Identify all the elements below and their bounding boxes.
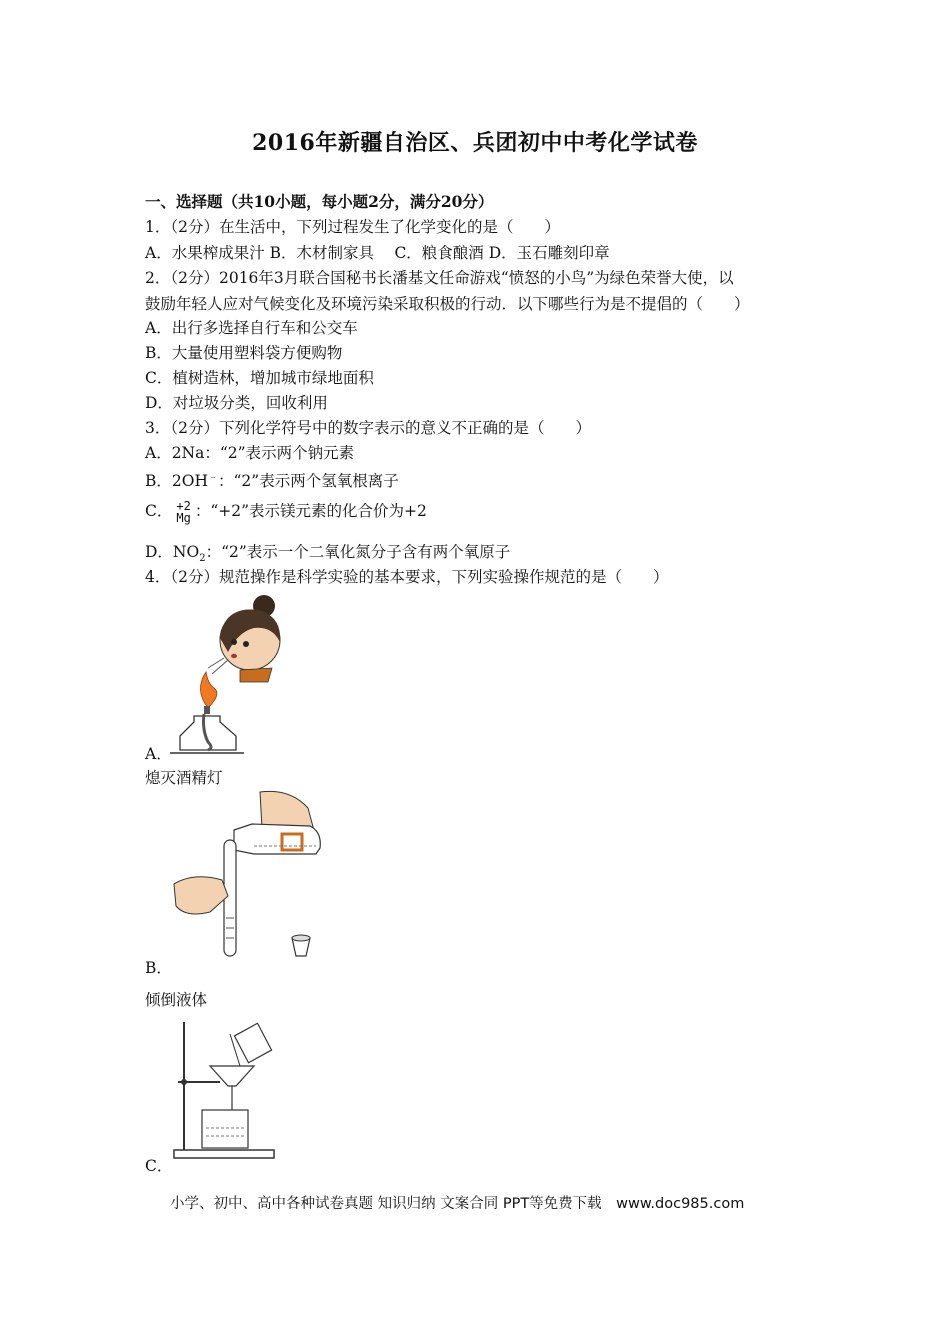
footer-note: 小学、初中、高中各种试卷真题 知识归纳 文案合同 PPT等免费下载 www.doc985.com — [170, 1196, 745, 1212]
q4-option-b-label: B． — [145, 959, 172, 977]
q4-option-a-label: A． — [145, 745, 172, 763]
q1-options: A．水果榨成果汁 B．木材制家具 C．粮食酿酒 D．玉石雕刻印章 — [145, 244, 610, 262]
mg-valence-symbol: +2 Mg — [176, 499, 191, 525]
q4-option-c-label: C． — [145, 1157, 173, 1175]
q2-option-b: B．大量使用塑料袋方便购物 — [145, 344, 343, 362]
q3-option-a: A．2Na：“2”表示两个钠元素 — [145, 444, 355, 462]
q3-stem: 3．（2分）下列化学符号中的数字表示的意义不正确的是（ ） — [145, 419, 591, 437]
q2-option-a: A．出行多选择自行车和公交车 — [145, 319, 358, 337]
q3-option-c: C． +2 Mg ：“+2”表示镁元素的化合价为+2 — [145, 499, 427, 525]
q4-option-b-caption: 倾倒液体 — [145, 991, 208, 1009]
filtration-figure — [170, 1012, 290, 1162]
section-heading: 一、选择题（共10小题，每小题2分，满分20分） — [145, 192, 494, 211]
pouring-liquid-figure — [170, 788, 330, 966]
q4-option-a-caption: 熄灭酒精灯 — [145, 769, 223, 787]
q1-stem: 1．（2分）在生活中，下列过程发生了化学变化的是（ ） — [145, 218, 560, 236]
q3-option-b: B．2OH﹣：“2”表示两个氢氧根离子 — [145, 472, 399, 491]
page-title: 2016年新疆自治区、兵团初中中考化学试卷 — [252, 130, 698, 156]
q3-option-d: D．$NO_2$：“2”表示一个二氧化氮分子含有两个氧原子 — [145, 543, 511, 565]
q2-option-c: C．植树造林，增加城市绿地面积 — [145, 369, 374, 387]
q2-stem-line1: 2．（2分）2016年3月联合国秘书长潘基文任命游戏“愤怒的小鸟”为绿色荣誉大使，以 — [145, 269, 734, 287]
alcohol-lamp-figure — [168, 590, 288, 758]
q2-stem-line2: 鼓励年轻人应对气候变化及环境污染采取积极的行动．以下哪些行为是不提倡的（ ） — [145, 295, 750, 313]
q2-option-d: D．对垃圾分类，回收利用 — [145, 394, 328, 412]
q4-stem: 4．（2分）规范操作是科学实验的基本要求，下列实验操作规范的是（ ） — [145, 568, 669, 586]
